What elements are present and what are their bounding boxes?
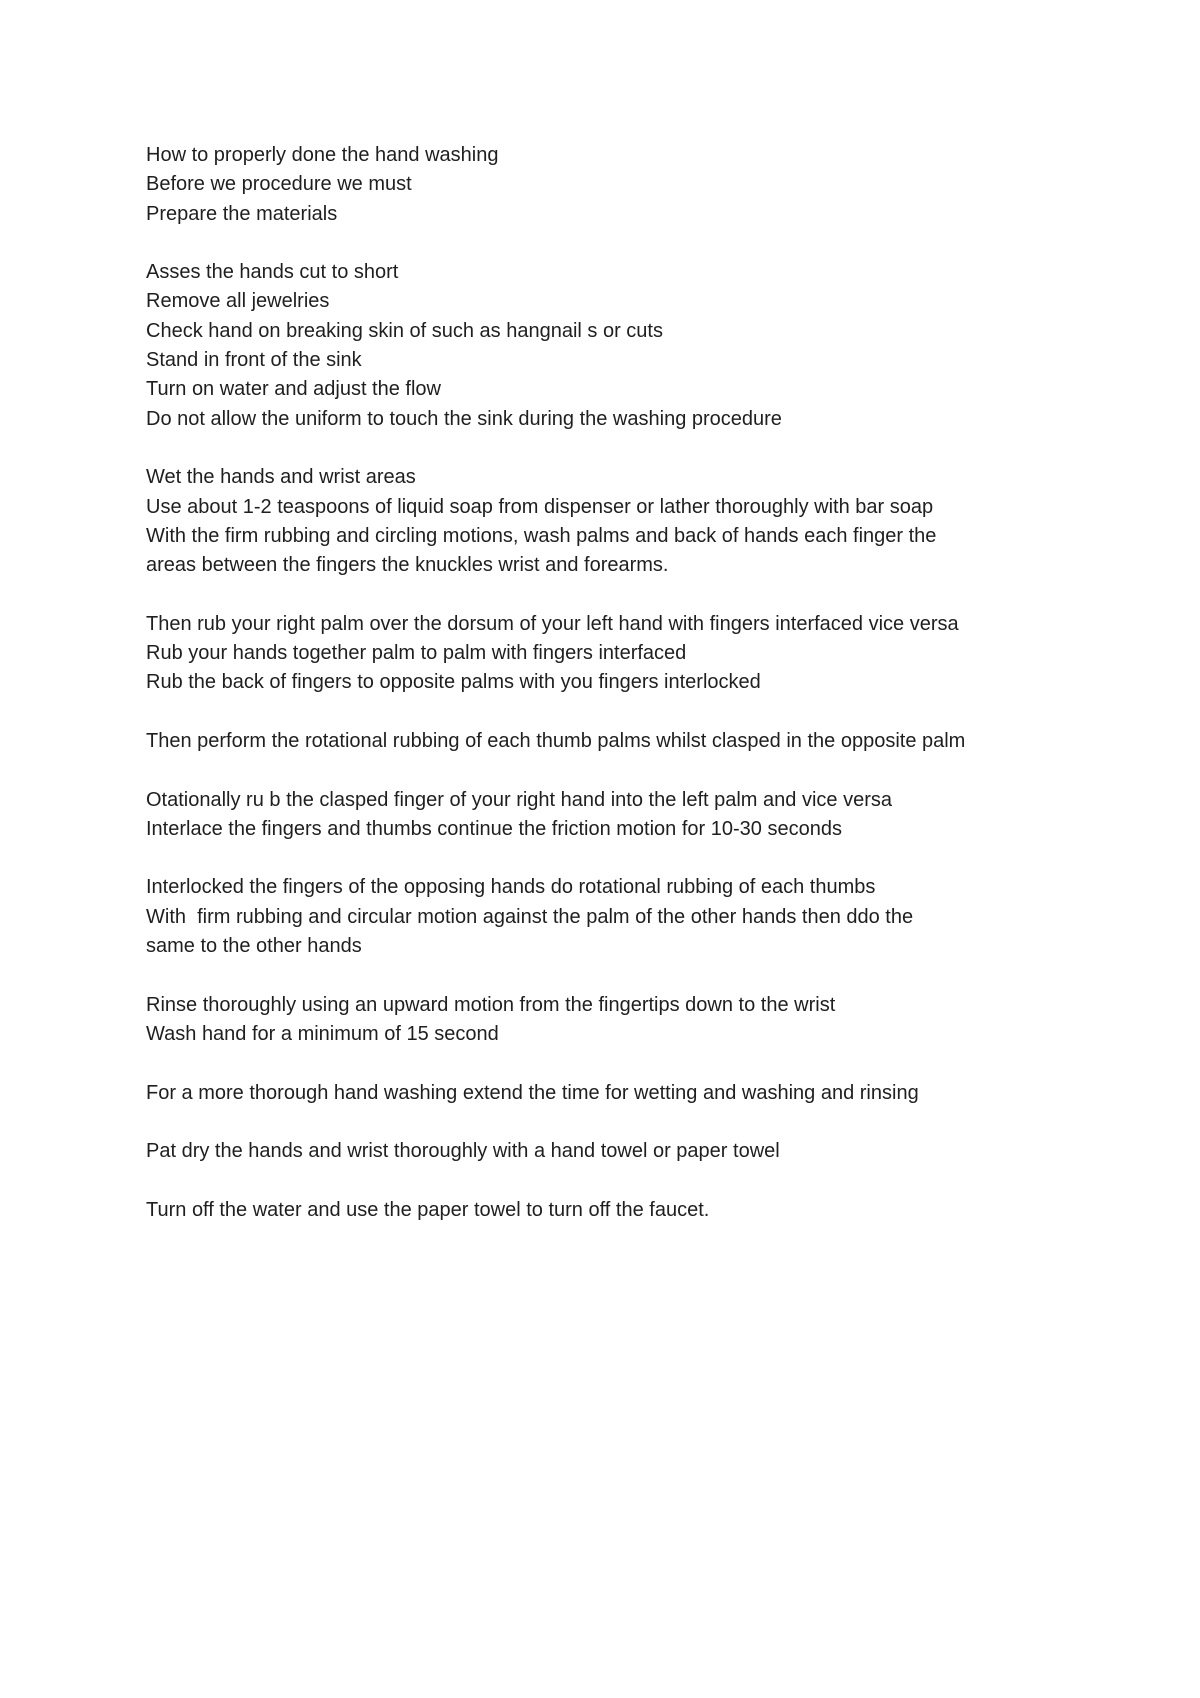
text-line: Wash hand for a minimum of 15 second [146, 1022, 499, 1045]
blank-line [146, 1049, 1146, 1078]
text-line: Then rub your right palm over the dorsum of your left hand with fingers interfaced vice versa [146, 612, 959, 635]
text-line: Use about 1-2 teaspoons of liquid soap from dispenser or lather thoroughly with bar soap [146, 495, 934, 518]
text-line: Asses the hands cut to short [146, 261, 399, 284]
blank-line [146, 580, 1146, 609]
text-line: Do not allow the uniform to touch the sink during the washing procedure [146, 407, 782, 430]
text-line: With the firm rubbing and circling motions, wash palms and back of hands each finger the [146, 524, 937, 547]
blank-line [146, 1166, 1146, 1195]
text-line: Turn off the water and use the paper towel to turn off the faucet. [146, 1198, 710, 1221]
text-line: Before we procedure we must [146, 173, 412, 196]
text-line: With firm rubbing and circular motion against the palm of the other hands then ddo the [146, 905, 914, 928]
text-line: Rub the back of fingers to opposite palms with you fingers interlocked [146, 671, 761, 694]
document-body [146, 141, 1146, 1225]
text-line: Remove all jewelries [146, 290, 330, 313]
text-line: Turn on water and adjust the flow [146, 378, 441, 401]
text-line: same to the other hands [146, 935, 362, 958]
blank-line [146, 756, 1146, 785]
text-line: Interlace the fingers and thumbs continue the friction motion for 10-30 seconds [146, 817, 842, 840]
text-line: Interlocked the fingers of the opposing hands do rotational rubbing of each thumbs [146, 876, 876, 899]
text-line: How to properly done the hand washing [146, 144, 499, 166]
blank-line [146, 698, 1146, 727]
text-line: Check hand on breaking skin of such as hangnail s or cuts [146, 319, 663, 342]
text-line: For a more thorough hand washing extend the time for wetting and washing and rinsing [146, 1081, 919, 1104]
text-line: Rinse thoroughly using an upward motion from the fingertips down to the wrist [146, 993, 836, 1016]
text-line: Rub your hands together palm to palm with fingers interfaced [146, 642, 687, 665]
text-line: Then perform the rotational rubbing of each thumb palms whilst clasped in the opposite palm [146, 729, 966, 752]
text-line: Otationally ru b the clasped finger of your right hand into the left palm and vice versa [146, 788, 892, 811]
blank-line [146, 434, 1146, 463]
blank-line [146, 844, 1146, 873]
blank-line [146, 229, 1146, 258]
text-line: Prepare the materials [146, 202, 338, 225]
text-line: Stand in front of the sink [146, 349, 362, 372]
blank-line [146, 1108, 1146, 1137]
text-line: Wet the hands and wrist areas [146, 466, 416, 489]
text-line: areas between the fingers the knuckles wrist and forearms. [146, 554, 669, 577]
blank-line [146, 961, 1146, 990]
text-line: Pat dry the hands and wrist thoroughly with a hand towel or paper towel [146, 1140, 780, 1163]
